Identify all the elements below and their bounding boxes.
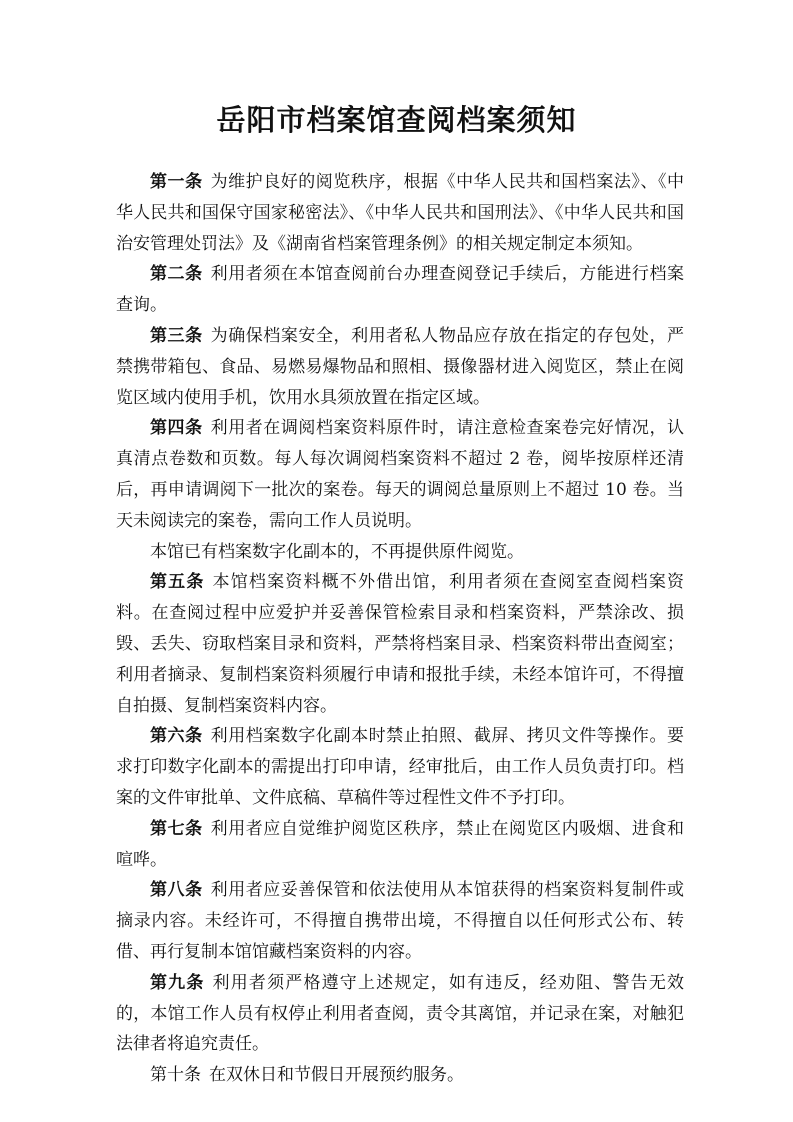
article-paragraph [116,814,684,876]
article-label: 第七条 [150,818,203,839]
article-paragraph [116,567,684,721]
article-paragraph [116,167,684,259]
article-label: 第二条 [150,264,203,285]
article-paragraph [116,1060,684,1091]
article-paragraph [116,721,684,813]
document-title: 岳阳市档案馆查阅档案须知 [216,103,577,137]
article-paragraph [116,413,684,536]
article-label: 第十条 [150,1065,201,1086]
article-paragraph [116,968,684,1060]
article-text: 在双休日和节假日开展预约服务。 [209,1065,464,1086]
document-body [116,167,684,1091]
article-label: 第九条 [150,972,205,993]
article-text: 利用者在调阅档案资料原件时，请注意检查案卷完好情况，认真清点卷数和页数。每人每次调阅档案资料不超过 2 卷，阅毕按原样还清后，再申请调阅下一批次的案卷。每天的调阅总量原则上不超过 10 卷。当天未阅读完的案卷，需向工作人员说明。 [116,418,684,531]
article-label: 第八条 [150,880,203,901]
article-label: 第四条 [150,418,203,439]
article-text: 为维护良好的阅览秩序，根据《中华人民共和国档案法》、《中华人民共和国保守国家秘密法》、《中华人民共和国刑法》、《中华人民共和国治安管理处罚法》及《湖南省档案管理条例》的相关规定制定本须知。 [116,172,685,254]
article-label: 第五条 [150,572,205,593]
article-text: 利用者须在本馆查阅前台办理查阅登记手续后，方能进行档案查询。 [116,264,684,316]
article-label: 第一条 [150,172,203,192]
article-paragraph [116,259,684,321]
article-text: 为确保档案安全，利用者私人物品应存放在指定的存包处，严禁携带箱包、食品、易燃易爆物品和照相、摄像器材进入阅览区，禁止在阅览区域内使用手机，饮用水具须放置在指定区域。 [116,325,684,408]
article-paragraph [116,875,684,967]
article-paragraph [116,537,684,568]
article-text: 利用者应妥善保管和依法使用从本馆获得的档案资料复制件或摘录内容。未经许可，不得擅自携带出境，不得擅自以任何形式公布、转借、再行复制本馆馆藏档案资料的内容。 [116,880,684,962]
article-text: 利用档案数字化副本时禁止拍照、截屏、拷贝文件等操作。要求打印数字化副本的需提出打印申请，经审批后，由工作人员负责打印。档案的文件审批单、文件底稿、草稿件等过程性文件不予打印。 [116,726,684,808]
article-text: 利用者应自觉维护阅览区秩序，禁止在阅览区内吸烟、进食和喧哗。 [116,818,684,870]
article-label: 第三条 [150,325,203,346]
article-label: 第六条 [150,726,203,747]
article-text: 本馆档案资料概不外借出馆，利用者须在查阅室查阅档案资料。在查阅过程中应爱护并妥善保管检索目录和档案资料，严禁涂改、损毁、丢失、窃取档案目录和资料，严禁将档案目录、档案资料带出查阅室；利用者摘录、复制档案资料须履行申请和报批手续，未经本馆许可，不得擅自拍摄、复制档案资料内容。 [116,572,685,716]
article-text: 利用者须严格遵守上述规定，如有违反，经劝阻、警告无效的，本馆工作人员有权停止利用者查阅，责令其离馆，并记录在案，对触犯法律者将追究责任。 [116,972,685,1055]
article-text: 本馆已有档案数字化副本的，不再提供原件阅览。 [150,541,524,562]
article-paragraph [116,321,684,413]
